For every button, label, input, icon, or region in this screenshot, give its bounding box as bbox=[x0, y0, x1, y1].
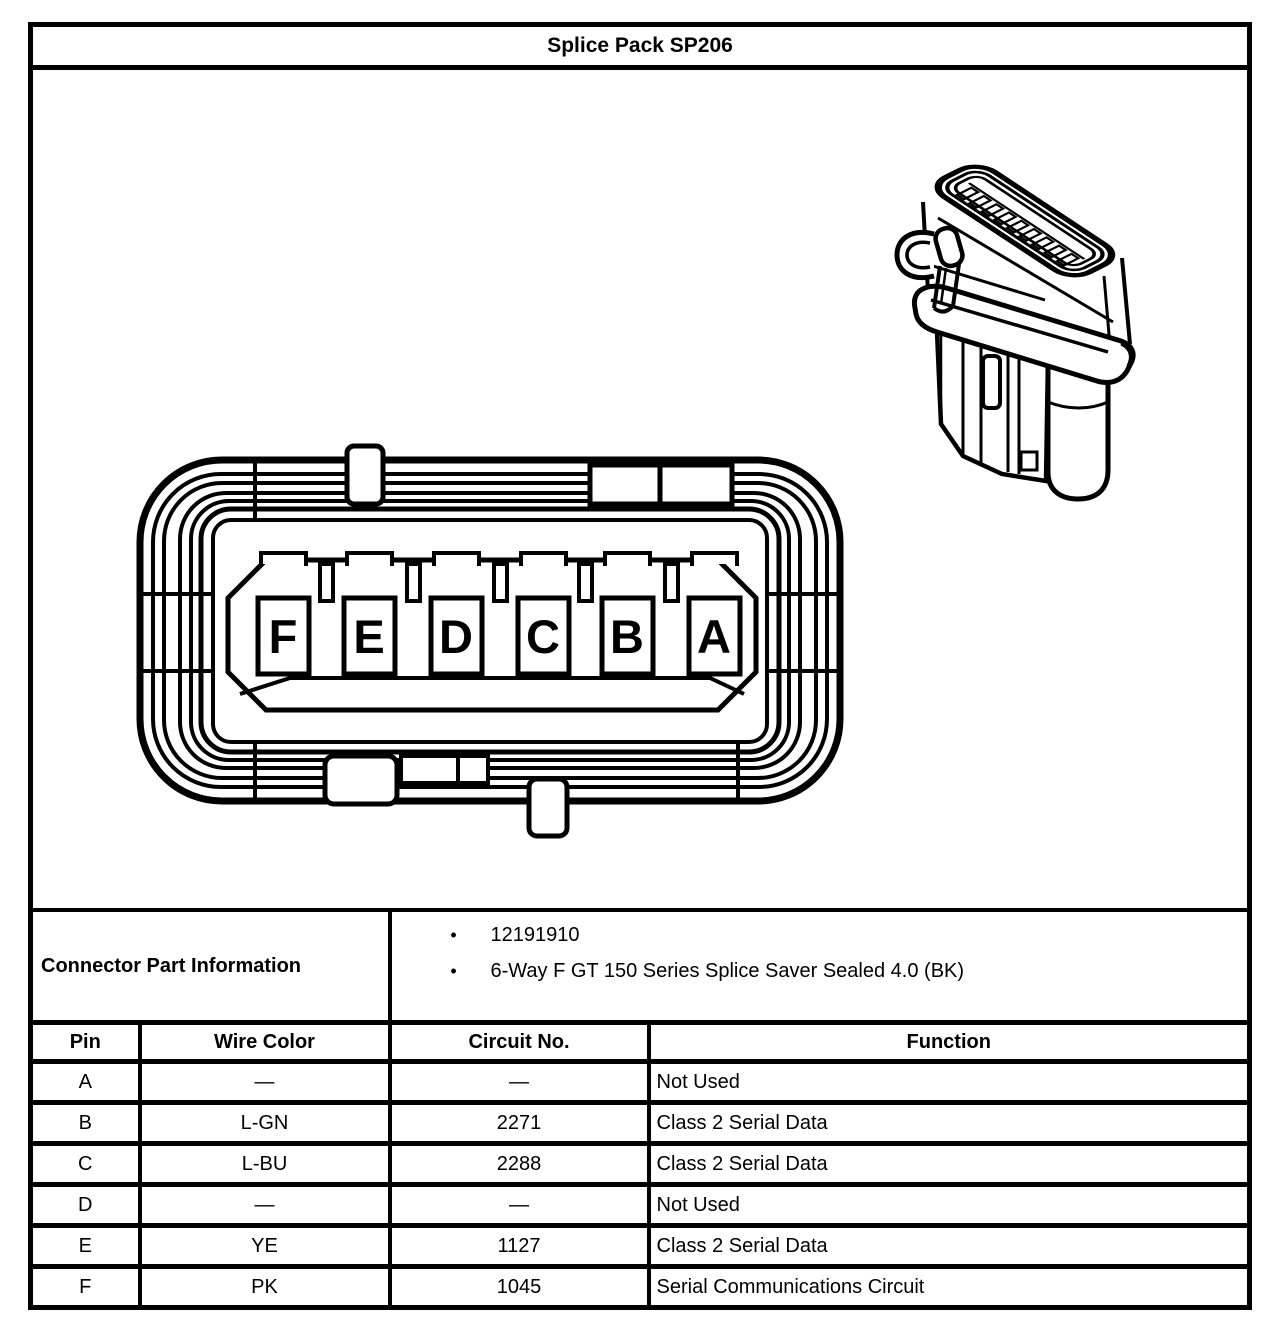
cell-pin: D bbox=[31, 1185, 140, 1226]
connector-diagram bbox=[33, 70, 1242, 908]
iso-lower-notch bbox=[1021, 452, 1037, 470]
cell-circuit-no: 2271 bbox=[390, 1103, 649, 1144]
cell-wire-color: L-BU bbox=[140, 1144, 390, 1185]
cell-function: Class 2 Serial Data bbox=[649, 1103, 1250, 1144]
cell-function: Serial Communications Circuit bbox=[649, 1267, 1250, 1308]
cell-wire-color: YE bbox=[140, 1226, 390, 1267]
table-row bbox=[31, 1185, 1250, 1226]
table-row bbox=[31, 1144, 1250, 1185]
column-header-function: Function bbox=[649, 1023, 1250, 1062]
splice-pack-document-table bbox=[28, 22, 1252, 1310]
cell-wire-color: PK bbox=[140, 1267, 390, 1308]
table-row bbox=[31, 1103, 1250, 1144]
cell-function: Class 2 Serial Data bbox=[649, 1144, 1250, 1185]
cell-function: Not Used bbox=[649, 1185, 1250, 1226]
connector-part-info-values bbox=[390, 910, 1250, 1023]
cell-pin: F bbox=[31, 1267, 140, 1308]
table-row bbox=[31, 1226, 1250, 1267]
cell-pin: E bbox=[31, 1226, 140, 1267]
connector-part-info-row bbox=[31, 910, 1250, 1023]
list-item bbox=[392, 924, 1248, 947]
pin-label-d: D bbox=[439, 610, 473, 663]
pin-label-f: F bbox=[268, 610, 298, 663]
bullet-icon: • bbox=[450, 961, 457, 981]
column-header-circuit-no: Circuit No. bbox=[390, 1023, 649, 1062]
front-view-top-tab bbox=[347, 446, 383, 504]
pin-label-b: B bbox=[610, 610, 644, 663]
front-view-top-notch bbox=[590, 463, 732, 504]
cell-function: Class 2 Serial Data bbox=[649, 1226, 1250, 1267]
diagram-area bbox=[31, 68, 1250, 911]
cell-circuit-no: 1045 bbox=[390, 1267, 649, 1308]
bullet-icon: • bbox=[450, 925, 457, 945]
cell-wire-color: — bbox=[140, 1185, 390, 1226]
front-view-bottom-recess bbox=[401, 756, 488, 783]
cell-pin: B bbox=[31, 1103, 140, 1144]
cell-circuit-no: — bbox=[390, 1185, 649, 1226]
front-view-bottom-center-tab bbox=[529, 779, 567, 836]
table-row bbox=[31, 1267, 1250, 1308]
part-description: 6-Way F GT 150 Series Splice Saver Sealed 4.0 (BK) bbox=[490, 960, 965, 982]
column-header-pin: Pin bbox=[31, 1023, 140, 1062]
part-number: 12191910 bbox=[490, 924, 580, 946]
column-header-wire-color: Wire Color bbox=[140, 1023, 390, 1062]
diagram-row bbox=[31, 68, 1250, 911]
pin-table-header-row bbox=[31, 1023, 1250, 1062]
connector-front-view bbox=[140, 446, 840, 836]
cell-circuit-no: — bbox=[390, 1062, 649, 1103]
connector-part-info-label: Connector Part Information bbox=[31, 910, 390, 1023]
iso-latch-slot bbox=[983, 356, 1000, 408]
part-info-bullet-list bbox=[392, 924, 1248, 983]
connector-isometric-view bbox=[897, 161, 1133, 499]
pin-label-a: A bbox=[697, 610, 731, 663]
pin-label-e: E bbox=[353, 610, 385, 663]
cell-wire-color: L-GN bbox=[140, 1103, 390, 1144]
front-view-bottom-left-tab bbox=[325, 756, 397, 804]
page-title: Splice Pack SP206 bbox=[31, 25, 1250, 68]
table-row bbox=[31, 1062, 1250, 1103]
title-row bbox=[31, 25, 1250, 68]
cell-pin: A bbox=[31, 1062, 140, 1103]
cell-circuit-no: 2288 bbox=[390, 1144, 649, 1185]
cell-pin: C bbox=[31, 1144, 140, 1185]
iso-ear bbox=[897, 232, 934, 277]
pin-label-c: C bbox=[526, 610, 560, 663]
list-item bbox=[392, 960, 1248, 983]
cell-wire-color: — bbox=[140, 1062, 390, 1103]
cell-circuit-no: 1127 bbox=[390, 1226, 649, 1267]
cell-function: Not Used bbox=[649, 1062, 1250, 1103]
